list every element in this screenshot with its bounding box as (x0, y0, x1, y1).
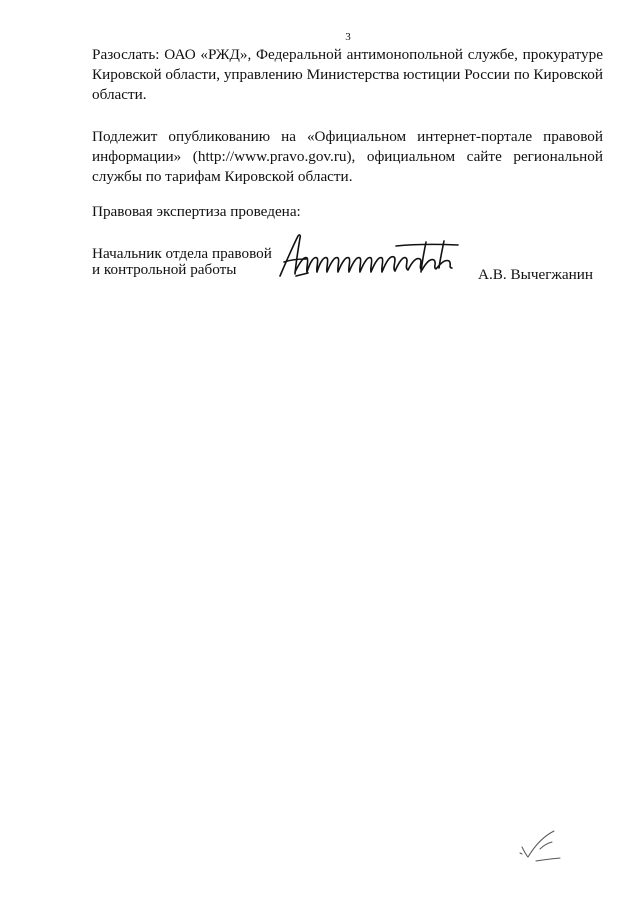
signature-block (92, 246, 603, 296)
publication-paragraph: Подлежит опубликованию на «Официальном интернет-портале правовой информации» (http://www.pravo.gov.ru), официальном сайте региональной службы по тарифам Кировской области. (92, 128, 603, 185)
signatory-position (92, 246, 292, 278)
distribution-paragraph: Разослать: ОАО «РЖД», Федеральной антимонопольной службе, прокуратуре Кировской области, управлению Министерства юстиции России по Кировской области. (92, 46, 603, 103)
handwritten-signature (276, 232, 462, 280)
signatory-position-line1: Начальник отдела правовой (92, 245, 272, 262)
signatory-name: А.В. Вычегжанин (478, 266, 594, 283)
handwritten-initials-mark (518, 827, 564, 867)
signatory-position-line2: и контрольной работы (92, 261, 237, 278)
page-number: 3 (345, 31, 351, 43)
legal-expertise-line: Правовая экспертиза проведена: (92, 203, 301, 220)
